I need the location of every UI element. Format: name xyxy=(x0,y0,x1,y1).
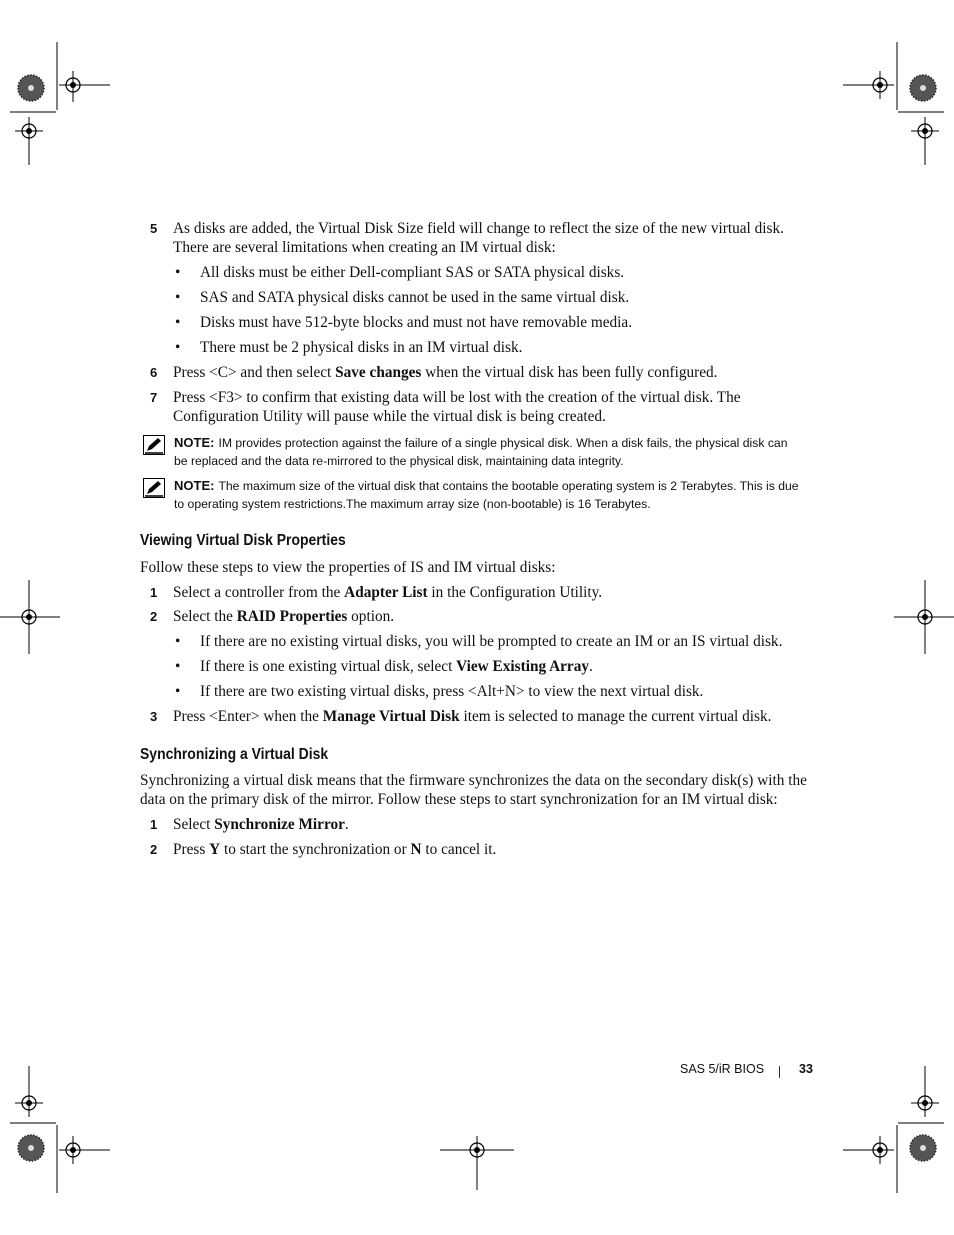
bullet-text: All disks must be either Dell-compliant SAS or SATA physical disks. xyxy=(200,264,625,281)
registration-mark-icon xyxy=(59,71,87,99)
registration-mark-icon xyxy=(15,1089,43,1117)
bullet-icon: • xyxy=(175,314,181,331)
step-number: 2 xyxy=(150,842,158,857)
limitation-item xyxy=(175,288,820,307)
step-text: to start the synchronization or xyxy=(220,841,411,858)
footer-title: SAS 5/iR BIOS xyxy=(680,1062,765,1076)
step-text: Press <Enter> when the xyxy=(173,708,323,725)
note-text-line: be replaced and the data re-mirrored to the physical disk, maintaining data integrity. xyxy=(174,454,624,468)
section-heading: Synchronizing a Virtual Disk xyxy=(140,746,329,763)
step-2 xyxy=(150,607,823,626)
bullet-text: If there are two existing virtual disks, press <Alt+N> to view the next virtual disk. xyxy=(200,683,704,700)
step-text-line: As disks are added, the Virtual Disk Size field will change to reflect the size of the new virtual disk. xyxy=(173,220,784,237)
bullet-icon: • xyxy=(175,633,181,650)
step-text: Select the xyxy=(173,608,237,625)
starburst-icon xyxy=(910,1135,936,1161)
ui-term: Y xyxy=(209,841,221,858)
starburst-icon xyxy=(910,75,936,101)
limitation-item xyxy=(175,313,820,332)
step-text: to cancel it. xyxy=(421,841,497,858)
step-text: item is selected to manage the current virtual disk. xyxy=(459,708,772,725)
section-intro xyxy=(140,771,815,809)
ui-term: Synchronize Mirror xyxy=(214,816,345,833)
limitation-item xyxy=(175,338,820,357)
registration-mark-icon xyxy=(866,71,894,99)
step-number: 1 xyxy=(150,585,158,600)
ui-term: N xyxy=(410,841,422,858)
step-text: Press <C> and then select xyxy=(173,364,336,381)
step-text: . xyxy=(344,816,349,833)
registration-mark-icon xyxy=(866,1136,894,1164)
step-number: 6 xyxy=(150,365,158,380)
step-number: 1 xyxy=(150,817,158,832)
step-text: Press xyxy=(173,841,210,858)
ui-term: Manage Virtual Disk xyxy=(322,708,460,725)
pencil-icon xyxy=(143,435,165,455)
section-heading: Viewing Virtual Disk Properties xyxy=(140,532,346,549)
bullet-text: If there are no existing virtual disks, you will be prompted to create an IM or an IS virtual disk. xyxy=(200,633,783,650)
step-text: in the Configuration Utility. xyxy=(427,584,603,601)
bullet-icon: • xyxy=(175,658,181,675)
option-item xyxy=(175,657,820,676)
note-text-line: to operating system restrictions.The maximum array size (non-bootable) is 16 Terabytes. xyxy=(174,497,651,511)
registration-mark-icon xyxy=(15,117,43,145)
step-5 xyxy=(150,219,823,257)
footer-divider xyxy=(779,1066,780,1078)
step-text: option. xyxy=(347,608,395,625)
bullet-icon: • xyxy=(175,339,181,356)
note-text-line: The maximum size of the virtual disk that contains the bootable operating system is 2 Terabytes. This is due xyxy=(218,479,799,493)
option-item xyxy=(175,682,820,701)
section-intro: Follow these steps to view the properties of IS and IM virtual disks: xyxy=(140,559,556,576)
bullet-text: There must be 2 physical disks in an IM virtual disk. xyxy=(200,339,523,356)
step-2 xyxy=(150,840,823,859)
starburst-icon xyxy=(18,75,44,101)
step-text: Select xyxy=(173,816,215,833)
step-text: Select a controller from the xyxy=(173,584,345,601)
registration-mark-icon xyxy=(59,1136,87,1164)
pencil-icon xyxy=(143,478,165,498)
registration-mark-icon xyxy=(911,1089,939,1117)
note-text-line: IM provides protection against the failure of a single physical disk. When a disk fails, the physical disk can xyxy=(218,436,788,450)
note-label: NOTE: xyxy=(174,435,215,450)
bullet-icon: • xyxy=(175,289,181,306)
step-number: 5 xyxy=(150,221,158,236)
ui-term: RAID Properties xyxy=(236,608,348,625)
registration-mark-icon xyxy=(911,117,939,145)
intro-line: Synchronizing a virtual disk means that the firmware synchronizes the data on the secondary disk(s) with the xyxy=(140,772,807,789)
bullet-text: . xyxy=(589,658,593,675)
note-label: NOTE: xyxy=(174,478,215,493)
bullet-text: Disks must have 512-byte blocks and must not have removable media. xyxy=(200,314,633,331)
registration-mark-icon xyxy=(15,603,43,631)
step-number: 7 xyxy=(150,390,158,405)
step-3 xyxy=(150,707,823,726)
intro-line: data on the primary disk of the mirror. Follow these steps to start synchronization for an IM virtual disk: xyxy=(140,791,778,808)
option-item xyxy=(175,632,820,651)
step-number: 2 xyxy=(150,609,158,624)
step-text-line: There are several limitations when creating an IM virtual disk: xyxy=(173,239,556,256)
starburst-icon xyxy=(18,1135,44,1161)
step-text-line: Configuration Utility will pause while the virtual disk is being created. xyxy=(173,408,606,425)
ui-term: Adapter List xyxy=(344,584,428,601)
registration-mark-icon xyxy=(911,603,939,631)
step-7 xyxy=(150,388,823,426)
bullet-text: If there is one existing virtual disk, select xyxy=(200,658,457,675)
step-text-line: Press <F3> to confirm that existing data will be lost with the creation of the virtual disk. The xyxy=(173,389,741,406)
step-1 xyxy=(150,583,823,602)
ui-term: View Existing Array xyxy=(456,658,590,675)
bullet-text: SAS and SATA physical disks cannot be used in the same virtual disk. xyxy=(200,289,630,306)
step-number: 3 xyxy=(150,709,158,724)
registration-mark-icon xyxy=(463,1136,491,1164)
bullet-icon: • xyxy=(175,683,181,700)
page-number: 33 xyxy=(799,1062,813,1076)
step-6 xyxy=(150,363,823,382)
step-text: when the virtual disk has been fully configured. xyxy=(421,364,718,381)
step-1 xyxy=(150,815,823,834)
page-footer xyxy=(680,1062,813,1076)
limitation-item xyxy=(175,263,820,282)
ui-term: Save changes xyxy=(335,364,422,381)
bullet-icon: • xyxy=(175,264,181,281)
